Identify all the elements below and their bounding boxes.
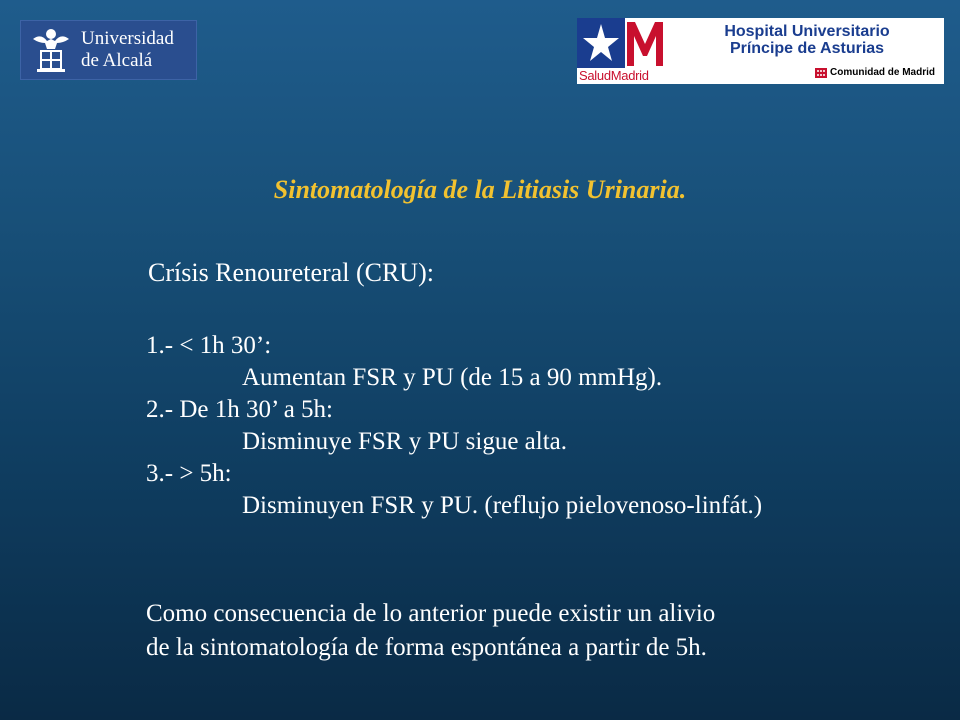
university-logo	[20, 20, 197, 80]
salud-madrid-label: SaludMadrid	[579, 68, 649, 83]
slide-subtitle: Crísis Renoureteral (CRU):	[148, 258, 434, 287]
hospital-logo	[577, 18, 944, 84]
conclusion-paragraph	[146, 597, 715, 665]
university-emblem-icon	[27, 25, 75, 75]
university-name	[81, 28, 174, 72]
conclusion-line-1: Como consecuencia de lo anterior puede existir un alivio	[146, 600, 716, 627]
phases-list	[146, 330, 762, 522]
phase-1-detail: Aumentan FSR y PU (de 15 a 90 mmHg).	[242, 364, 663, 391]
conclusion-line-2: de la sintomatología de forma espontánea a partir de 5h.	[146, 634, 707, 661]
hospital-name	[697, 23, 917, 57]
phase-1-heading: 1.- < 1h 30’:	[146, 332, 272, 359]
hospital-name-line1: Hospital Universitario	[724, 23, 890, 40]
phase-3-heading: 3.- > 5h:	[146, 460, 232, 487]
slide-title: Sintomatología de la Litiasis Urinaria.	[273, 175, 687, 204]
university-name-line1: Universidad	[81, 28, 174, 49]
phase-3-detail: Disminuyen FSR y PU. (reflujo pielovenoso-linfát.)	[242, 492, 763, 519]
comunidad-madrid-flag-icon	[815, 68, 827, 78]
comunidad-madrid-label: Comunidad de Madrid	[830, 67, 935, 78]
phase-2-heading: 2.- De 1h 30’ a 5h:	[146, 396, 333, 423]
phase-2-detail: Disminuye FSR y PU sigue alta.	[242, 428, 568, 455]
university-name-line2: de Alcalá	[81, 50, 153, 71]
hospital-name-line2: Príncipe de Asturias	[729, 40, 885, 57]
